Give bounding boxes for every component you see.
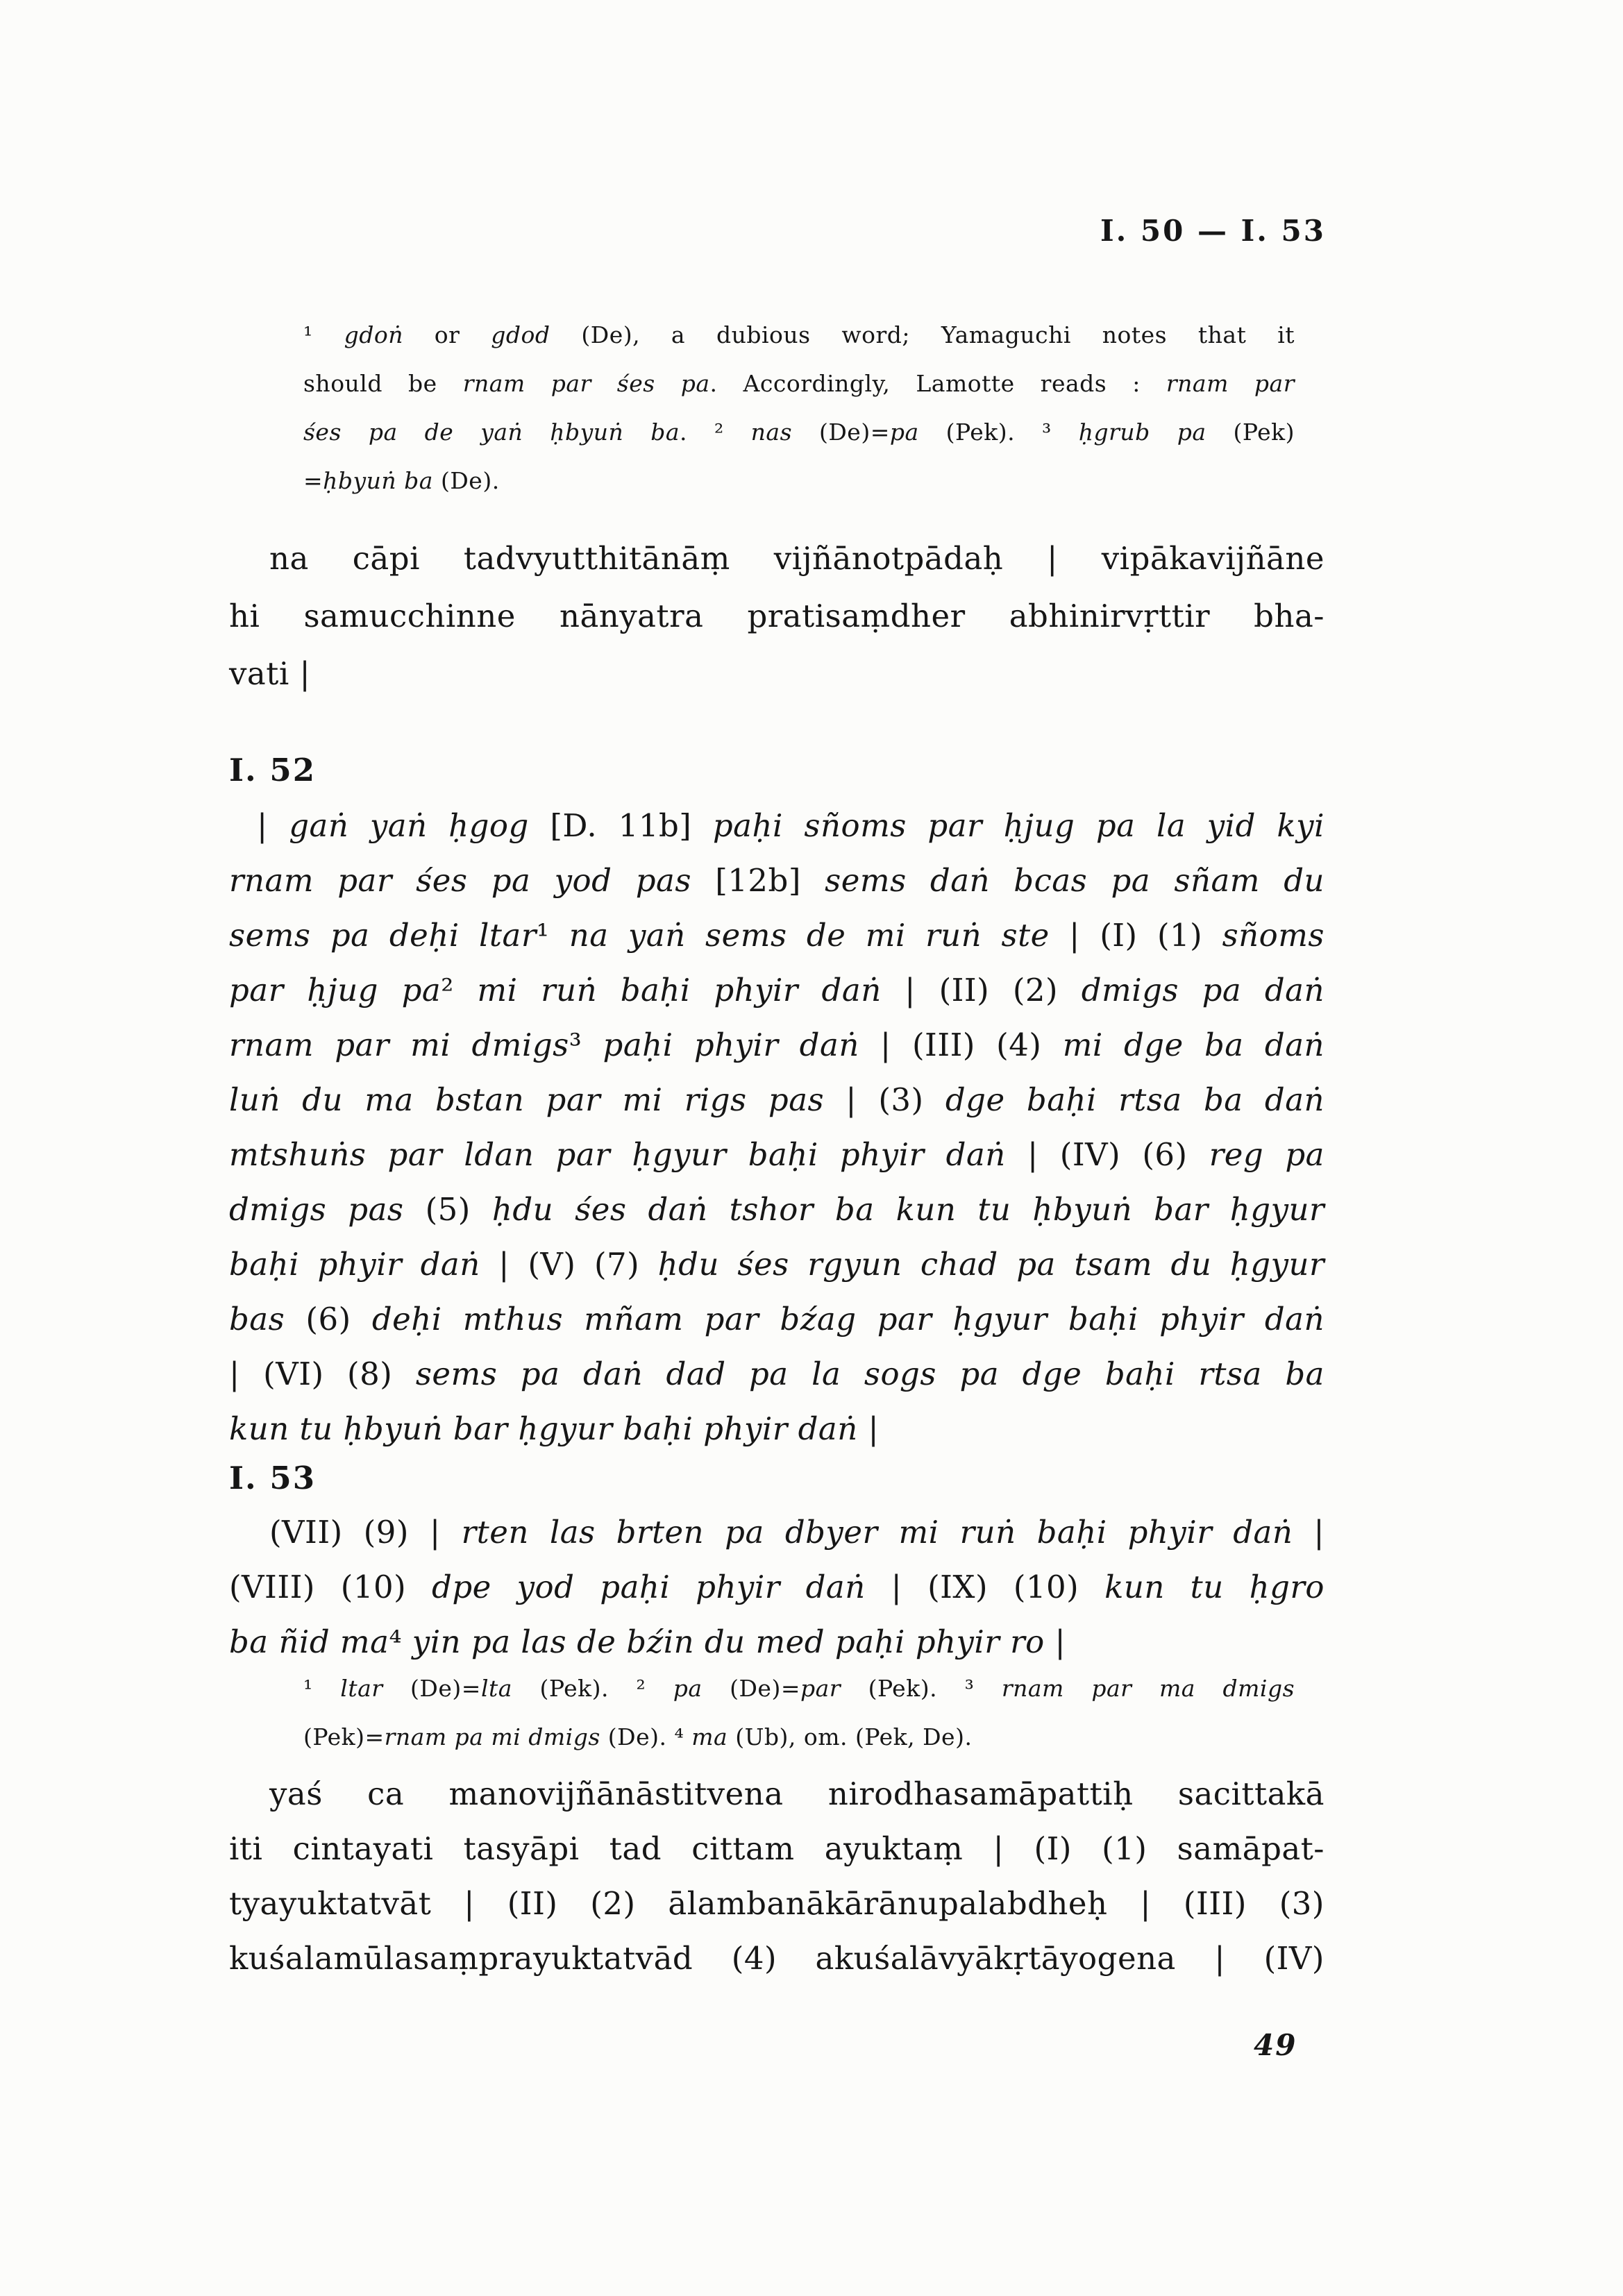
text-line: mtshuṅs par ldan par ḥgyur baḥi phyir daṅ | (IV) (6) reg pa (229, 1136, 1325, 1173)
sanskrit-paragraph-2 (229, 1766, 1325, 1986)
text-line: ba ñid ma⁴ yin pa las de bźin du med paḥi phyir ro | (229, 1623, 1066, 1660)
text-line: rnam par śes pa yod pas [12b] sems daṅ bcas pa sñam du (229, 862, 1325, 899)
section-heading-52: I. 52 (229, 752, 317, 788)
footnote-line: ¹ gdoṅ or gdod (De), a dubious word; Yamaguchi notes that it (303, 321, 1295, 348)
tibetan-passage-52 (229, 798, 1325, 1456)
section-heading-53: I. 53 (229, 1460, 317, 1496)
footnote-block-bottom (303, 1664, 1295, 1762)
text-line: vati | (229, 655, 311, 692)
text-line: bas (6) deḥi mthus mñam par bźag par ḥgyur baḥi phyir daṅ (229, 1301, 1325, 1337)
text-line: (VIII) (10) dpe yod paḥi phyir daṅ | (IX) (10) kun tu ḥgro (229, 1569, 1325, 1605)
footnote-line: śes pa de yaṅ ḥbyuṅ ba. ² nas (De)=pa (Pek). ³ ḥgrub pa (Pek) (303, 419, 1295, 446)
text-line: luṅ du ma bstan par mi rigs pas | (3) dge baḥi rtsa ba daṅ (229, 1081, 1325, 1118)
footnote-line: should be rnam par śes pa. Accordingly, Lamotte reads : rnam par (303, 370, 1295, 397)
text-line: yaś ca manovijñānāstitvena nirodhasamāpattiḥ sacittakā (269, 1775, 1325, 1812)
text-line: hi samucchinne nānyatra pratisaṃdher abhinirvṛttir bha- (229, 598, 1325, 634)
text-line: rnam par mi dmigs³ paḥi phyir daṅ | (III) (4) mi dge ba daṅ (229, 1027, 1325, 1063)
text-line: (VII) (9) | rten las brten pa dbyer mi ruṅ baḥi phyir daṅ | (269, 1514, 1325, 1551)
footnote-line: (Pek)=rnam pa mi dmigs (De). ⁴ ma (Ub), om. (Pek, De). (303, 1723, 973, 1750)
sanskrit-paragraph-1 (229, 530, 1325, 702)
text-line: kun tu ḥbyuṅ bar ḥgyur baḥi phyir daṅ | (229, 1410, 880, 1447)
text-line: par ḥjug pa² mi ruṅ baḥi phyir daṅ | (II) (2) dmigs pa daṅ (229, 972, 1325, 1008)
text-line: tyayuktatvāt | (II) (2) ālambanākārānupalabdheḥ | (III) (3) (229, 1885, 1325, 1922)
text-line: baḥi phyir daṅ | (V) (7) ḥdu śes rgyun chad pa tsam du ḥgyur (229, 1246, 1325, 1283)
text-line: na cāpi tadvyutthitānāṃ vijñānotpādaḥ | vipākavijñāne (269, 540, 1325, 577)
text-line: dmigs pas (5) ḥdu śes daṅ tshor ba kun tu ḥbyuṅ bar ḥgyur (229, 1191, 1325, 1228)
footnote-line: =ḥbyuṅ ba (De). (303, 467, 500, 494)
text-line: sems pa deḥi ltar¹ na yaṅ sems de mi ruṅ ste | (I) (1) sñoms (229, 917, 1325, 954)
footnote-block-top (303, 311, 1295, 505)
footnote-line: ¹ ltar (De)=lta (Pek). ² pa (De)=par (Pek). ³ rnam par ma dmigs (303, 1675, 1295, 1702)
text-line: | (VI) (8) sems pa daṅ dad pa la sogs pa dge baḥi rtsa ba (229, 1356, 1325, 1392)
running-header: I. 50 — I. 53 (1100, 214, 1326, 248)
page-number: 49 (1254, 2028, 1297, 2062)
text-line: iti cintayati tasyāpi tad cittam ayuktaṃ | (I) (1) samāpat- (229, 1830, 1325, 1867)
tibetan-passage-53 (229, 1505, 1325, 1669)
text-line: | gaṅ yaṅ ḥgog [D. 11b] paḥi sñoms par ḥjug pa la yid kyi (257, 807, 1325, 844)
text-line: kuśalamūlasaṃprayuktatvād (4) akuśalāvyākṛtāyogena | (IV) (229, 1940, 1325, 1977)
